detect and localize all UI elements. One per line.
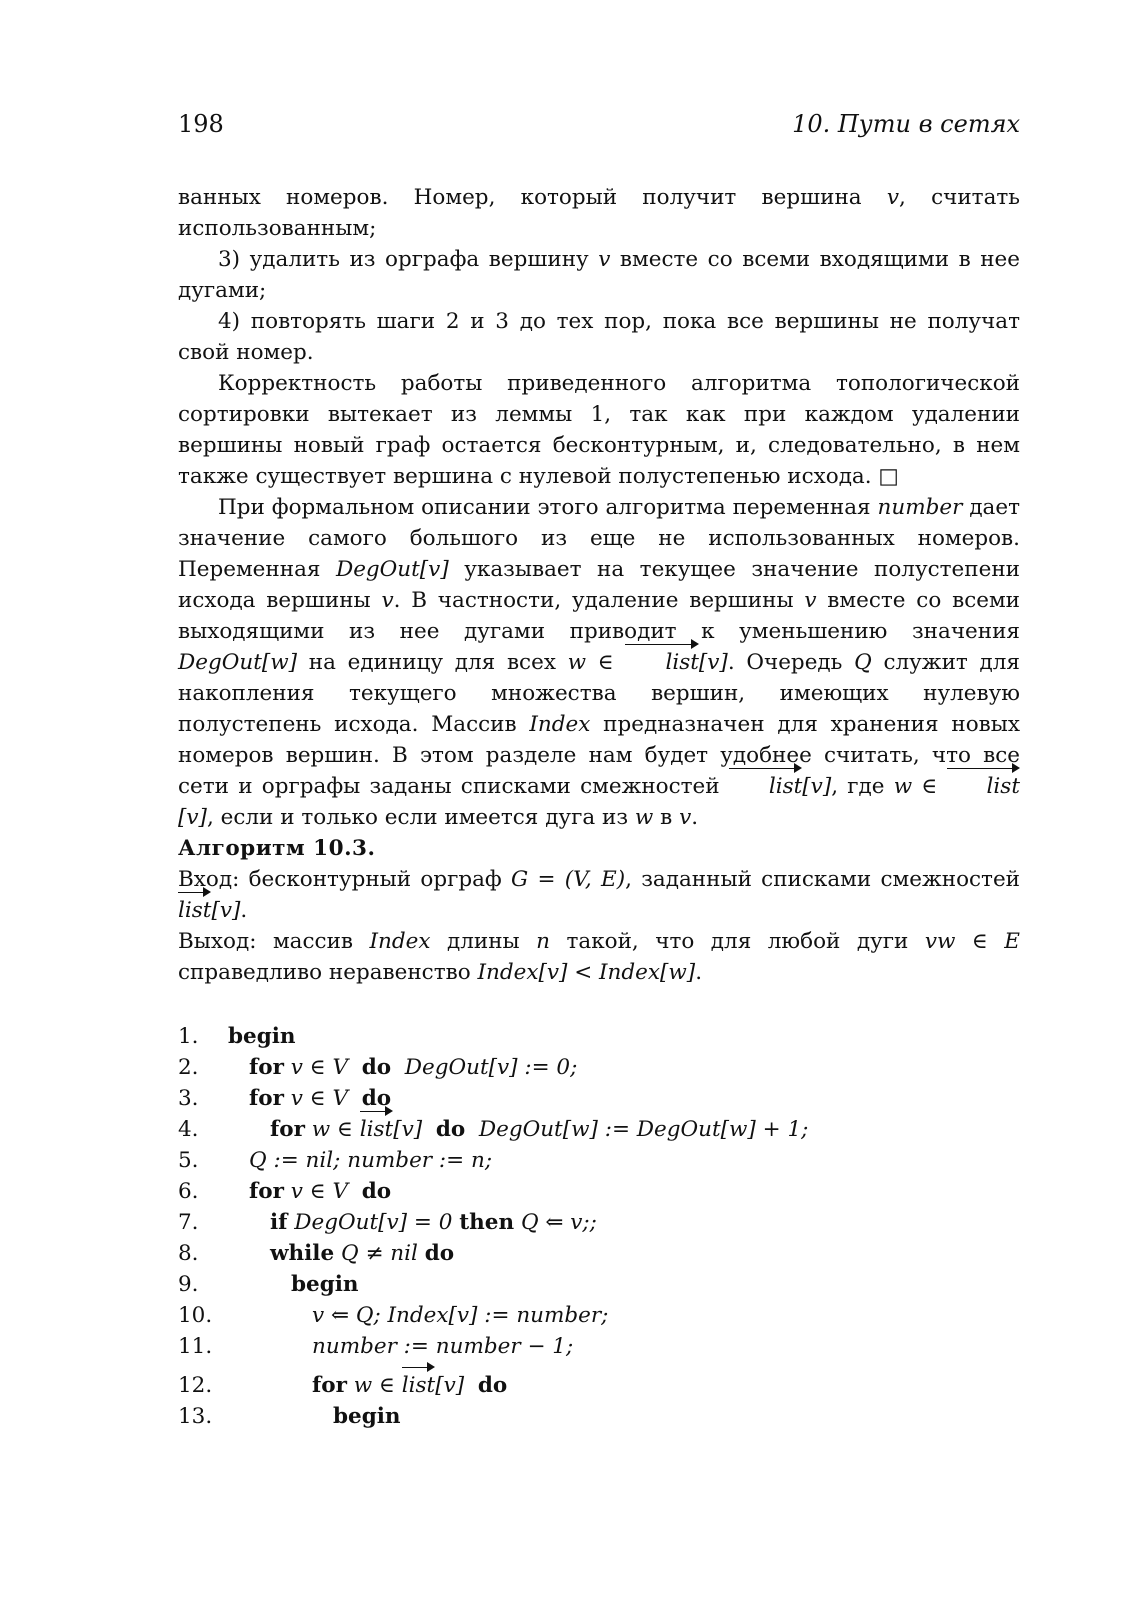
text: 3) удалить из орграфа вершину xyxy=(218,247,599,272)
line-number: 3. xyxy=(178,1086,199,1111)
math: Q xyxy=(854,650,872,675)
code-line-4 xyxy=(178,1114,1020,1145)
math: [v] xyxy=(178,805,207,830)
code-line-5 xyxy=(178,1145,1020,1176)
math: w ∈ xyxy=(893,774,947,799)
text: . xyxy=(240,898,248,923)
algorithm-code xyxy=(178,1021,1020,1432)
line-number: 5. xyxy=(178,1148,199,1173)
math: [v] xyxy=(419,557,449,582)
text: вместе со всеми выходящими из нее дугами приводит к уменьшению значения xyxy=(178,588,1021,644)
correctness-paragraph: Корректность работы приведенного алгоритма топологической сортировки вытекает из леммы 1, так как при каждом удалении вершины новый граф остается бесконтурным, и, следовательно, в нем также существует вершина с нулевой полустепенью исхода. □ xyxy=(178,371,1020,489)
step-4: 4) повторять шаги 2 и 3 до тех пор, пока все вершины не получат свой номер. xyxy=(178,309,1020,365)
code-line-9 xyxy=(178,1269,1020,1300)
keyword: begin xyxy=(333,1404,401,1429)
text: , если и только если имеется дуга из xyxy=(206,805,635,830)
keyword: then xyxy=(459,1210,515,1235)
math: DegOut xyxy=(335,557,420,582)
text: , считать использованным; xyxy=(178,185,1020,241)
text: в xyxy=(653,805,680,830)
line-number: 6. xyxy=(178,1179,199,1204)
code-line-11 xyxy=(178,1331,1020,1362)
math: v ⇐ Q; Index[v] := number; xyxy=(312,1303,609,1328)
math: w ∈ xyxy=(353,1373,402,1398)
keyword: while xyxy=(270,1241,335,1266)
text: При формальном описании этого алгоритма переменная xyxy=(218,495,878,520)
chapter-title: 10. Пути в сетях xyxy=(792,110,1020,138)
keyword: do xyxy=(361,1086,392,1111)
math: vw ∈ E xyxy=(924,929,1020,954)
line-number: 8. xyxy=(178,1241,199,1266)
math: Q ≠ nil xyxy=(341,1241,418,1266)
code-line-6 xyxy=(178,1176,1020,1207)
math: Q ⇐ v;; xyxy=(520,1210,597,1235)
math: n xyxy=(536,929,550,954)
line-number: 13. xyxy=(178,1404,213,1429)
text: . В частности, удаление вершины xyxy=(393,588,805,613)
math: v xyxy=(598,247,611,272)
list-vector: list xyxy=(178,895,211,926)
math: [v] xyxy=(435,1373,465,1398)
line-number: 10. xyxy=(178,1303,213,1328)
math: G = (V, E) xyxy=(511,867,626,892)
math: Index[v] < Index[w] xyxy=(477,960,696,985)
math: DegOut xyxy=(178,650,262,675)
math: w ∈ xyxy=(567,650,626,675)
code-line-1 xyxy=(178,1021,1020,1052)
list-vector: list xyxy=(729,771,802,802)
code-line-12 xyxy=(178,1370,1020,1401)
math: DegOut[v] = 0 xyxy=(294,1210,453,1235)
text: предназначен для хранения новых номеров вершин. В этом разделе нам будет удобнее считать, что все сети и орграфы заданы списками смежностей xyxy=(178,712,1020,799)
text: указывает на текущее значение полустепени исхода вершины xyxy=(178,557,1020,613)
text: Вход: бесконтурный орграф xyxy=(178,867,512,892)
math: number := number − 1; xyxy=(312,1334,574,1359)
math: v ∈ V xyxy=(290,1086,349,1111)
line-number: 1. xyxy=(178,1024,199,1049)
keyword: do xyxy=(435,1117,466,1142)
list-vector: list xyxy=(402,1370,435,1401)
math: Q := nil; number := n; xyxy=(249,1148,493,1173)
math: Index xyxy=(529,712,591,737)
text: дает значение самого большого из еще не использованных номеров. Переменная xyxy=(178,495,1020,582)
step-3 xyxy=(178,244,1020,306)
text: , заданный списками смежностей xyxy=(625,867,1021,892)
keyword: do xyxy=(424,1241,455,1266)
list-vector: list xyxy=(947,771,1020,802)
math: v xyxy=(679,805,692,830)
math: DegOut[w] := DegOut[w] + 1; xyxy=(478,1117,809,1142)
math: v xyxy=(886,185,900,210)
text: такой, что для любой дуги xyxy=(550,929,925,954)
math: v xyxy=(381,588,394,613)
keyword: for xyxy=(249,1179,284,1204)
math: [v] xyxy=(393,1117,423,1142)
keyword: do xyxy=(361,1055,392,1080)
text: длины xyxy=(430,929,537,954)
keyword: for xyxy=(249,1055,284,1080)
math: [v] xyxy=(698,650,728,675)
page-number: 198 xyxy=(178,110,224,138)
math: Index xyxy=(369,929,431,954)
math: v xyxy=(804,588,817,613)
code-line-3 xyxy=(178,1083,1020,1114)
keyword: begin xyxy=(291,1272,359,1297)
keyword: for xyxy=(249,1086,284,1111)
text: , где xyxy=(831,774,894,799)
math: w xyxy=(634,805,654,830)
line-number: 4. xyxy=(178,1117,199,1142)
algorithm-output xyxy=(178,926,1020,988)
code-line-7 xyxy=(178,1207,1020,1238)
code-line-8 xyxy=(178,1238,1020,1269)
line-number: 7. xyxy=(178,1210,199,1235)
algorithm-input xyxy=(178,864,1020,926)
list-vector: list xyxy=(360,1114,393,1145)
math: v ∈ V xyxy=(290,1055,349,1080)
algorithm-title: Алгоритм 10.3. xyxy=(178,836,376,861)
formal-paragraph xyxy=(178,492,1020,833)
keyword: begin xyxy=(228,1024,296,1049)
text: служит для накопления текущего множества вершин, имеющих нулевую полустепень исхода. Массив xyxy=(178,650,1020,737)
line-number: 2. xyxy=(178,1055,199,1080)
line-number: 11. xyxy=(178,1334,213,1359)
code-line-2 xyxy=(178,1052,1020,1083)
text: на единицу для всех xyxy=(297,650,568,675)
text: . xyxy=(691,805,699,830)
text: ванных номеров. Номер, который получит вершина xyxy=(178,185,887,210)
line-number: 9. xyxy=(178,1272,199,1297)
keyword: do xyxy=(477,1373,508,1398)
math: [w] xyxy=(261,650,298,675)
text: вместе со всеми входящими в нее дугами; xyxy=(178,247,1020,303)
math: number xyxy=(877,495,963,520)
paragraph xyxy=(178,182,1020,244)
keyword: for xyxy=(312,1373,347,1398)
math: w ∈ xyxy=(311,1117,360,1142)
math: [v] xyxy=(211,898,241,923)
code-line-13 xyxy=(178,1401,1020,1432)
math: DegOut[v] := 0; xyxy=(404,1055,578,1080)
body-text xyxy=(178,182,1020,988)
keyword: do xyxy=(361,1179,392,1204)
text: . Очередь xyxy=(727,650,855,675)
math: [v] xyxy=(802,774,832,799)
text: . xyxy=(695,960,703,985)
keyword: for xyxy=(270,1117,305,1142)
math: v ∈ V xyxy=(290,1179,349,1204)
line-number: 12. xyxy=(178,1373,213,1398)
keyword: if xyxy=(270,1210,288,1235)
code-line-10 xyxy=(178,1300,1020,1331)
list-vector: list xyxy=(625,647,698,678)
text: Выход: массив xyxy=(178,929,370,954)
text: справедливо неравенство xyxy=(178,960,478,985)
